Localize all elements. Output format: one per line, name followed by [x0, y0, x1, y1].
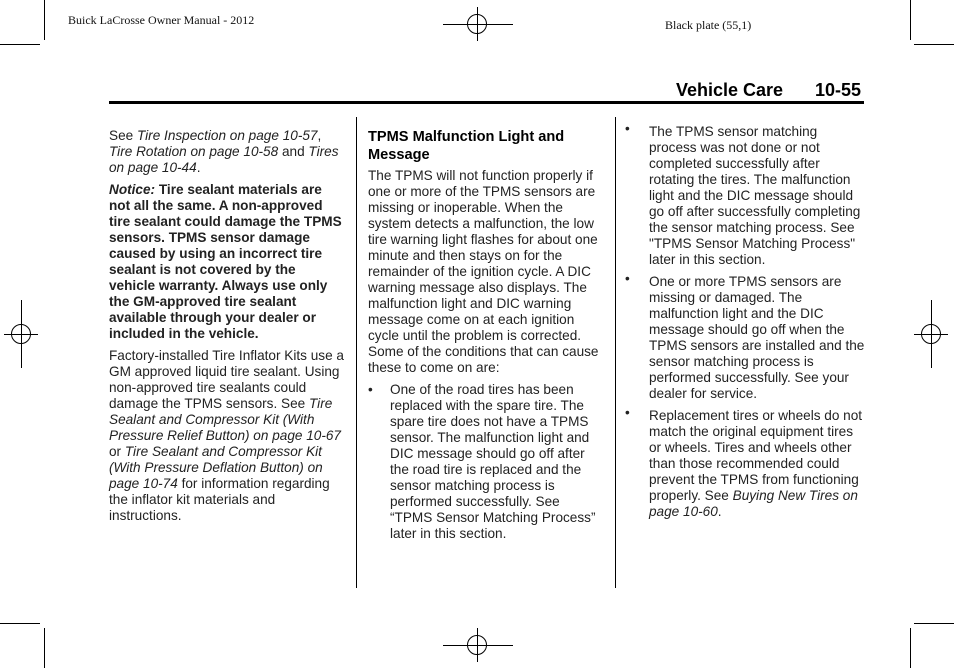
notice-label: Notice:: [109, 182, 156, 197]
trim-mark: [44, 0, 45, 40]
trim-mark: [0, 44, 40, 45]
list-item: [615, 271, 865, 402]
text: and: [278, 144, 309, 159]
header-rule: [109, 101, 864, 104]
link-tire-inspection[interactable]: Tire Inspection on page 10-57: [136, 128, 318, 143]
text: ,: [317, 128, 322, 143]
inflator-kit-paragraph: [109, 348, 345, 524]
manual-title: Buick LaCrosse Owner Manual - 2012: [68, 13, 255, 27]
text: See: [109, 128, 137, 143]
text: Factory-installed Tire Inflator Kits use a GM approved liquid tire sealant. Using non-approved tire sealants could damage the TPMS sensors. See: [109, 348, 344, 411]
trim-mark: [914, 623, 954, 624]
link-sealant-relief[interactable]: Tire Sealant and Compressor Kit (With Pressure Relief Button) on page 10-67: [109, 396, 341, 443]
notice-text: Tire sealant materials are not all the same. A non-approved tire sealant could damage the TPMS sensors. TPMS sensor damage caused by using an incorrect tire sealant is not covered by the vehicle warranty. Always use only the GM-approved tire sealant available through your dealer or included in the vehicle.: [109, 182, 342, 341]
trim-mark: [910, 628, 911, 668]
list-item: [615, 405, 865, 520]
list-item-text: One or more TPMS sensors are missing or damaged. The malfunction light and the DIC message should go off when the TPMS sensors are installed and the sensor matching process is performed successfully. See your dealer for service.: [649, 274, 865, 401]
registration-mark-top: [443, 7, 513, 41]
list-item: [368, 382, 604, 542]
cross-reference-paragraph: [109, 128, 345, 176]
list-item-text: The TPMS sensor matching process was not done or not completed successfully after rotating the tires. The malfunction light and the DIC message should go off after successfully completing the sensor matching process. See "TPMS Sensor Matching Process" later in this section.: [649, 124, 861, 267]
text: .: [717, 504, 722, 519]
link-tires[interactable]: Tires on page 10-44: [109, 144, 339, 175]
registration-mark-bottom: [443, 628, 513, 662]
text: .: [196, 160, 201, 175]
middle-column: [368, 128, 604, 548]
trim-mark: [914, 44, 954, 45]
trim-mark: [0, 623, 40, 624]
section-heading: TPMS Malfunction Light and Message: [368, 129, 565, 163]
malfunction-paragraph: The TPMS will not function properly if one or more of the TPMS sensors are missing or inoperable. When the system detects a malfunction, the low tire warning light flashes for about one minute and then stays on for the remainder of the ignition cycle. A DIC warning message also displays. The malfunction light and DIC warning message come on at each ignition cycle until the problem is corrected. Some of the conditions that can cause these to come on are:: [368, 168, 599, 375]
registration-mark-left: [4, 300, 38, 368]
list-item: [615, 121, 865, 268]
right-column: [615, 121, 865, 526]
column-divider: [356, 117, 357, 588]
text: or: [109, 444, 125, 459]
text: for information regarding the inflator kit materials and instructions.: [109, 476, 330, 523]
notice-paragraph: [109, 182, 345, 342]
page-number: 10-55: [815, 80, 862, 100]
link-sealant-deflation[interactable]: Tire Sealant and Compressor Kit (With Pressure Deflation Button) on page 10-74: [109, 444, 323, 491]
list-item-text: Replacement tires or wheels do not match the original equipment tires or wheels. Tires and wheels other than those recommended could prevent the TPMS from functioning properly. See: [649, 408, 863, 503]
bullet-icon: •: [625, 271, 630, 286]
bullet-icon: •: [625, 121, 630, 136]
trim-mark: [910, 0, 911, 40]
list-item-text: One of the road tires has been replaced with the spare tire. The spare tire does not have a TPMS sensor. The malfunction light and DIC message should go off after the road tire is replaced and the sensor matching process is performed successfully. See “TPMS Sensor Matching Process” later in this section.: [390, 382, 596, 541]
left-column: [109, 128, 345, 530]
trim-mark: [44, 628, 45, 668]
bullet-icon: •: [625, 405, 630, 420]
bullet-icon: •: [368, 382, 373, 397]
section-title: Vehicle Care: [676, 80, 784, 100]
link-buying-new-tires[interactable]: Buying New Tires on page 10-60: [649, 488, 858, 519]
link-tire-rotation[interactable]: Tire Rotation on page 10-58: [109, 144, 279, 159]
registration-mark-right: [914, 300, 948, 368]
plate-label: Black plate (55,1): [665, 18, 752, 32]
